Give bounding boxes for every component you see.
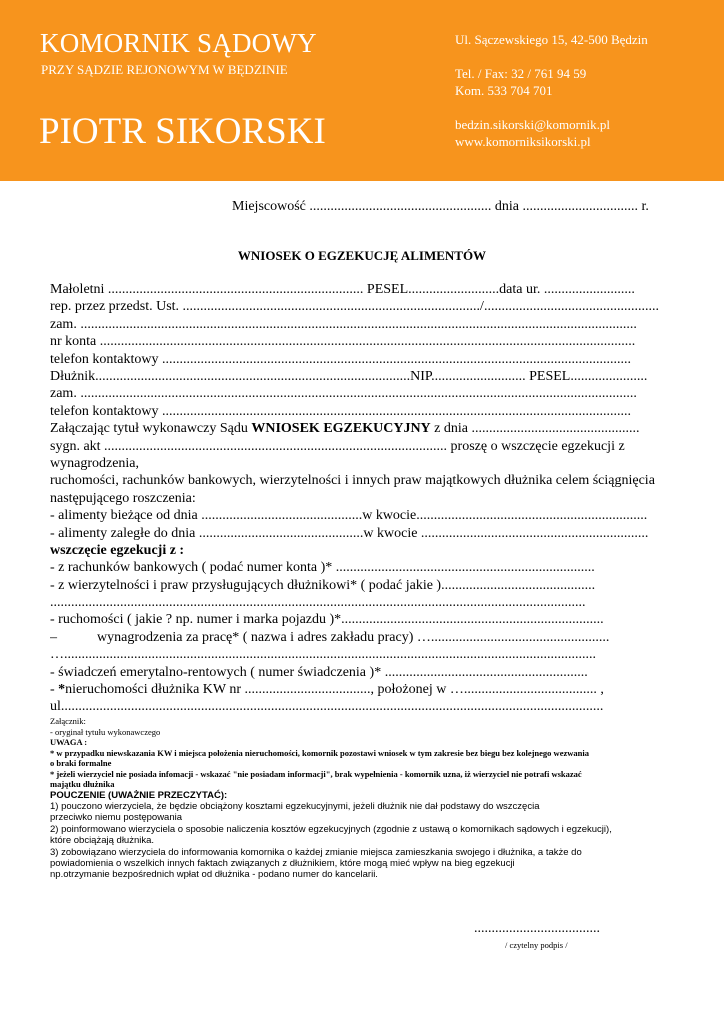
warning-2-cont: majątku dłużnika [50,779,115,789]
representative-field[interactable]: rep. przez przedst. Ust. ...................................................................................../.................................................. [50,299,659,315]
real-estate-label: nieruchomości dłużnika KW nr ...................................., położonej w …...................................... , [65,682,604,698]
real-estate-field[interactable] [50,681,690,698]
real-estate-star: * [58,682,66,698]
office-address: Ul. Sączewskiego 15, 42-500 Będzin [455,32,648,47]
salary-label: wynagrodzenia za pracę* ( nazwa i adres zakładu pracy) …................................................... [97,629,610,645]
enforcement-title-field[interactable] [50,420,690,437]
salary-continuation-field[interactable]: …........................................................................................................................................................ [50,647,596,663]
creditor-phone-field[interactable]: telefon kontaktowy ...................................................................................................................................... [50,351,631,367]
court-name: PRZY SĄDZIE REJONOWYM W BĘDZINIE [41,62,288,77]
creditor-address-field[interactable]: zam. ............................................................................................................................................................... [50,316,637,332]
enforcement-title-prefix: Załączając tytuł wykonawczy Sądu [50,421,252,437]
warning-1-cont: o braki formalne [50,758,112,768]
instruction-3-cont2: np.otrzymanie bezpośrednich wpłat od dłużnika - podano numer do kancelarii. [50,869,378,881]
debtor-phone-field[interactable]: telefon kontaktowy ...................................................................................................................................... [50,403,631,419]
instruction-3: 3) zobowiązano wierzyciela do informowania komornika o każdej zmianie miejsca zamieszkania swojego i dłużnika, a także do [50,846,582,858]
real-estate-dash: - [50,682,59,698]
office-email: bedzin.sikorski@komornik.pl [455,117,610,132]
claims-field[interactable]: - z wierzytelności i praw przysługujących dłużnikowi* ( podać jakie )............................................ [50,577,596,593]
office-title: KOMORNIK SĄDOWY [40,28,317,58]
street-field[interactable]: ul........................................................................................................................................................... [50,699,604,715]
enforcement-heading: wszczęcie egzekucji z : [50,542,185,558]
enforcement-title-date: z dnia ................................................ [430,421,640,437]
current-alimony-field[interactable]: - alimenty bieżące od dnia ..............................................w kwocie.................................................................. [50,508,648,524]
assets-text: ruchomości, rachunków bankowych, wierzytelności i innych praw majątkowych dłużnika celem ściągnięcia [50,473,655,489]
debtor-field[interactable]: Dłużnik..........................................................................................NIP........................... PESEL...................... [50,368,648,384]
signature-label: / czytelny podpis / [505,940,568,950]
account-number-field[interactable]: nr konta ......................................................................................................................................................... [50,334,636,350]
salary-field[interactable] [50,629,690,646]
pension-field[interactable]: - świadczeń emerytalno-rentowych ( numer świadczenia )* .......................................................... [50,664,588,680]
office-website: www.komorniksikorski.pl [455,134,591,149]
bailiff-name: PIOTR SIKORSKI [39,111,326,152]
warning-1: * w przypadku niewskazania KW i miejsca położenia nieruchomości, komornik pozostawi wniosek w tym zakresie bez biegu bez kolejnego wezwania [50,747,589,758]
application-form [50,281,690,716]
notes-section [50,716,710,881]
signature-field[interactable]: .................................... [474,921,600,936]
enforcement-title-bold: WNIOSEK EGZEKUCYJNY [251,421,431,437]
document-title: WNIOSEK O EGZEKUCJĘ ALIMENTÓW [237,248,487,263]
claims-continuation-field[interactable]: ......................................................................................................................................................... [50,595,586,611]
movables-field[interactable]: - ruchomości ( jakie ? np. numer i marka pojazdu )*........................................................................... [50,612,604,628]
instruction-1-cont: przeciwko niemu postępowania [50,812,183,824]
letterhead [0,0,724,181]
minor-field[interactable]: Małoletni ......................................................................... PESEL..........................data ur. .......................... [50,282,635,297]
instruction-1: 1) pouczono wierzyciela, że będzie obciążony kosztami egzekucyjnymi, jeżeli dłużnik nie dał podstawy do wszczęcia [50,800,540,812]
case-number-field[interactable]: sygn. akt .................................................................................................. proszę o wszczęcie egzekucji z wynagrodzenia, [50,438,625,471]
instruction-3-cont: powiadomienia o wszelkich innych faktach związanych z dłużnikiem, które mogą mieć wpływ na bieg egzekucji [50,857,515,869]
arrears-alimony-field[interactable]: - alimenty zaległe do dnia ...............................................w kwocie ................................................................. [50,525,649,541]
claim-text: następującego roszczenia: [50,490,196,506]
attachment-item: - oryginał tytułu wykonawczego [50,726,161,737]
instruction-2: 2) poinformowano wierzyciela o sposobie naliczenia kosztów egzekucyjnych (zgodnie z ustawą o komornikach sądowych i egzekucji), [50,823,612,835]
warning-2: * jeżeli wierzyciel nie posiada infomacji - wskazać "nie posiadam informacji", brak wypełnienia - komornik uzna, iż wierzyciel nie potrafi wskazać [50,768,582,779]
warning-heading: UWAGA : [50,737,88,747]
debtor-address-field[interactable]: zam. ............................................................................................................................................................... [50,386,637,402]
instruction-heading: POUCZENIE (UWAŻNIE PRZECZYTAĆ): [50,789,228,801]
instruction-2-cont: które obciążają dłużnika. [50,835,155,847]
office-phone: Tel. / Fax: 32 / 761 94 59 [455,66,587,81]
bank-accounts-field[interactable]: - z rachunków bankowych ( podać numer konta )* .......................................................................... [50,560,595,576]
place-date-field[interactable]: Miejscowość .................................................... dnia ................................. r. [232,199,649,214]
salary-dash: – [50,629,57,645]
office-mobile: Kom. 533 704 701 [455,83,553,98]
attachment-label: Załącznik: [50,716,86,726]
